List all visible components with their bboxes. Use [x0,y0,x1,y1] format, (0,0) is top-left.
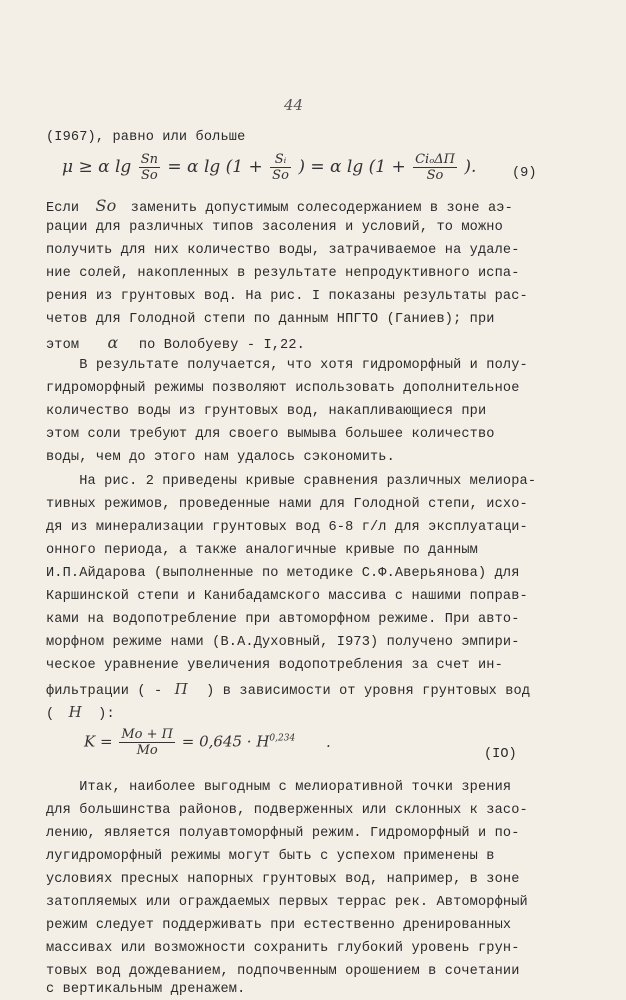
eq9-f2-numerator: Sᵢ [270,152,291,168]
text-line: дя из минерализации грунтовых вод 6-8 г/л для эксплуатаци- [46,520,528,535]
eq10-rhs: = 0,645 · H [181,732,270,751]
text-line: гидроморфный режимы позволяют использовать дополнительное [46,381,520,396]
symbol-pi: П [174,680,188,698]
text-fragment: Если [46,201,80,216]
eq10-exponent: 0,234 [269,733,296,744]
text-line: На рис. 2 приведены кривые сравнения различных мелиора- [46,474,537,489]
text-line [46,702,115,725]
text-line: для большинства районов, подверженных или склонных к засо- [46,803,528,818]
eq9-f1-denominator: So [140,168,158,183]
eq9-fraction-1 [139,152,160,183]
eq9-f2-denominator: So [272,168,289,183]
text-fragment: ): [98,707,115,722]
equation-9 [62,152,476,183]
text-line: количество воды из грунтовых вод, накапливающиеся при [46,404,487,419]
text-line: получить для них количество воды, затрачиваемое на удале- [46,243,520,258]
text-line: условиях пресных напорных грунтовых вод, например, в зоне [46,872,520,887]
text-line: с вертикальным дренажем. [46,982,246,997]
text-line: этом соли требуют для своего вымыва большее количество [46,427,495,442]
text-line [46,679,530,702]
text-fragment: по Волобуеву - I,22. [138,338,305,353]
text-line: четов для Голодной степи по данным НПГТО (Ганиев); при [46,312,495,327]
text-line: Итак, наиболее выгодным с мелиоративной точки зрения [46,780,512,795]
symbol-so: So [95,196,117,215]
text-line: ние солей, накопленных в результате непродуктивного испа- [46,266,520,281]
text-fragment: этом [46,338,80,353]
eq10-denominator: Mo [136,743,158,758]
eq10-numerator: Mo + П [121,727,173,742]
equation-10-number: (IO) [484,747,517,762]
eq9-mu: μ ≥ α lg [62,157,132,177]
text-line: Каршинской степи и Канибадамского массива с нашими поправ- [46,589,528,604]
text-line: массивах или возможности сохранить глубокий уровень грун- [46,941,520,956]
text-line: онного периода, а также аналогичные кривые по данным [46,543,478,558]
text-line [46,196,513,219]
text-line: лению, является полуавтоморфный режим. Гидроморфный и по- [46,826,520,841]
symbol-h: Н [68,703,82,721]
text-fragment: ) в зависимости от уровня грунтовых вод [206,684,531,699]
text-line: товых вод дождеванием, подпочвенным орошением в сочетании [46,964,520,979]
text-line: затопляемых или ограждаемых первых террас рек. Автоморфный [46,895,528,910]
eq10-dot: . [325,732,331,751]
text-line: В результате получается, что хотя гидроморфный и полу- [46,358,528,373]
symbol-alpha: α [107,333,119,352]
equation-10 [84,727,331,758]
eq9-part-a: = α lg (1 + [167,157,263,177]
text-line [46,333,305,356]
text-line: (I967), равно или больше [46,130,246,145]
text-line: ками на водопотребление при автоморфном режиме. При авто- [46,612,520,627]
text-line: лугидроморфный режимы могут быть с успехом применены в [46,849,495,864]
eq9-f3-denominator: So [426,168,444,183]
text-line: режим следует поддерживать при естественно дренированных [46,918,512,933]
text-fragment: заменить допустимым солесодержанием в зоне аэ- [130,201,513,216]
eq9-f1-numerator: Sп [140,152,158,167]
eq10-lhs: K = [84,732,113,751]
eq10-fraction [119,727,175,758]
page-number: 44 [284,96,304,114]
text-fragment: фильтрации ( - [46,684,163,699]
eq9-fraction-2 [270,152,291,183]
text-line: тивных режимов, проведенные нами для Голодной степи, исхо- [46,497,528,512]
eq9-part-b: ) = α lg (1 + [298,157,406,177]
text-line: воды, чем до этого нам удалось сэкономить. [46,450,395,465]
eq9-fraction-3 [413,152,457,183]
eq9-part-c: ). [464,157,477,177]
text-line: рации для различных типов засоления и условий, то можно [46,220,503,235]
text-line: рения из грунтовых вод. На рис. I показаны результаты рас- [46,289,528,304]
text-line: морфном режиме нами (В.А.Духовный, I973) получено эмпири- [46,635,520,650]
equation-9-number: (9) [512,166,537,181]
text-line: ческое уравнение увеличения водопотребления за счет ин- [46,658,503,673]
eq9-f3-numerator: CiₒΔΠ [415,152,455,167]
text-line: И.П.Айдарова (выполненные по методике С.Ф.Аверьянова) для [46,566,520,581]
text-fragment: ( [46,707,55,722]
